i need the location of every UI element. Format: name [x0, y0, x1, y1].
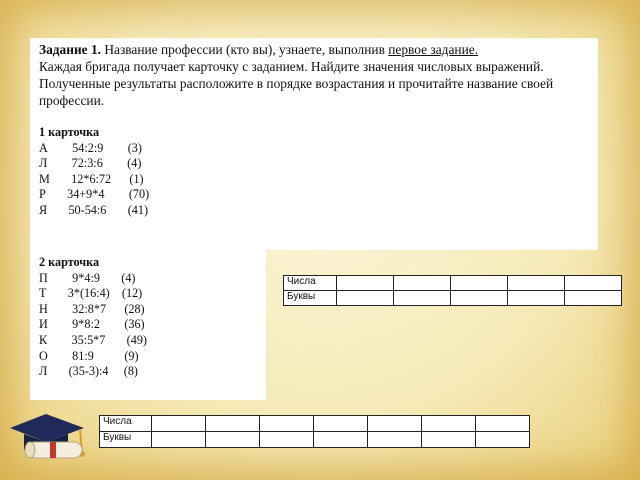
card-1-row: М 12*6:72 (1)	[39, 171, 144, 186]
card-2-row: П 9*4:9 (4)	[39, 270, 136, 285]
card-2-title: 2 карточка	[39, 255, 100, 269]
card-1	[39, 125, 149, 219]
card-2-row: К 35:5*7 (49)	[39, 332, 147, 347]
card-2-row: Н 32:8*7 (28)	[39, 301, 145, 316]
table-2-cell[interactable]	[476, 416, 530, 432]
table-2-cell[interactable]	[152, 432, 206, 448]
table-1-cell[interactable]	[565, 276, 622, 291]
table-1-cell[interactable]	[394, 276, 451, 291]
answer-table-1	[283, 275, 622, 306]
table-2-cell[interactable]	[152, 416, 206, 432]
table-1-cell[interactable]	[394, 291, 451, 306]
diploma-scroll-icon	[20, 430, 90, 470]
card-2-row: Т 3*(16:4) (12)	[39, 286, 143, 301]
table-2-cell[interactable]	[422, 416, 476, 432]
table-1-numbers-label: Числа	[284, 276, 337, 291]
table-2-cell[interactable]	[314, 416, 368, 432]
table-2-cell[interactable]	[368, 432, 422, 448]
table-1-letters-label: Буквы	[284, 291, 337, 306]
task-heading: Задание 1.	[39, 42, 101, 57]
table-2-cell[interactable]	[422, 432, 476, 448]
table-2-cell[interactable]	[476, 432, 530, 448]
answer-table-2	[99, 415, 530, 448]
card-1-row: Я 50-54:6 (41)	[39, 202, 149, 217]
card-1-row: Л 72:3:6 (4)	[39, 156, 142, 171]
card-1-row: Р 34+9*4 (70)	[39, 187, 150, 202]
table-2-numbers-label: Числа	[100, 416, 152, 432]
card-2	[39, 255, 147, 380]
card-1-title: 1 карточка	[39, 125, 100, 139]
table-2-cell[interactable]	[206, 416, 260, 432]
table-1-cell[interactable]	[508, 291, 565, 306]
table-1-cell[interactable]	[451, 291, 508, 306]
table-1-cell[interactable]	[451, 276, 508, 291]
task-description: Каждая бригада получает карточку с заданием. Найдите значения числовых выражений. Полученные результаты расположите в порядке возрастания и прочитайте название своей профессии.	[39, 59, 554, 108]
task-text	[39, 41, 594, 109]
table-2-cell[interactable]	[314, 432, 368, 448]
task-link[interactable]: первое задание.	[388, 42, 479, 57]
table-2-cell[interactable]	[206, 432, 260, 448]
table-2-cell[interactable]	[260, 416, 314, 432]
table-1-cell[interactable]	[508, 276, 565, 291]
card-2-row: О 81:9 (9)	[39, 348, 139, 363]
card-2-row: И 9*8:2 (36)	[39, 317, 145, 332]
table-2-letters-label: Буквы	[100, 432, 152, 448]
card-2-row: Л (35-3):4 (8)	[39, 364, 138, 379]
table-1-cell[interactable]	[337, 291, 394, 306]
table-1-cell[interactable]	[337, 276, 394, 291]
table-1-cell[interactable]	[565, 291, 622, 306]
table-2-cell[interactable]	[260, 432, 314, 448]
table-2-cell[interactable]	[368, 416, 422, 432]
card-1-row: А 54:2:9 (3)	[39, 140, 142, 155]
task-line1: Название профессии (кто вы), узнаете, выполнив	[101, 42, 389, 57]
